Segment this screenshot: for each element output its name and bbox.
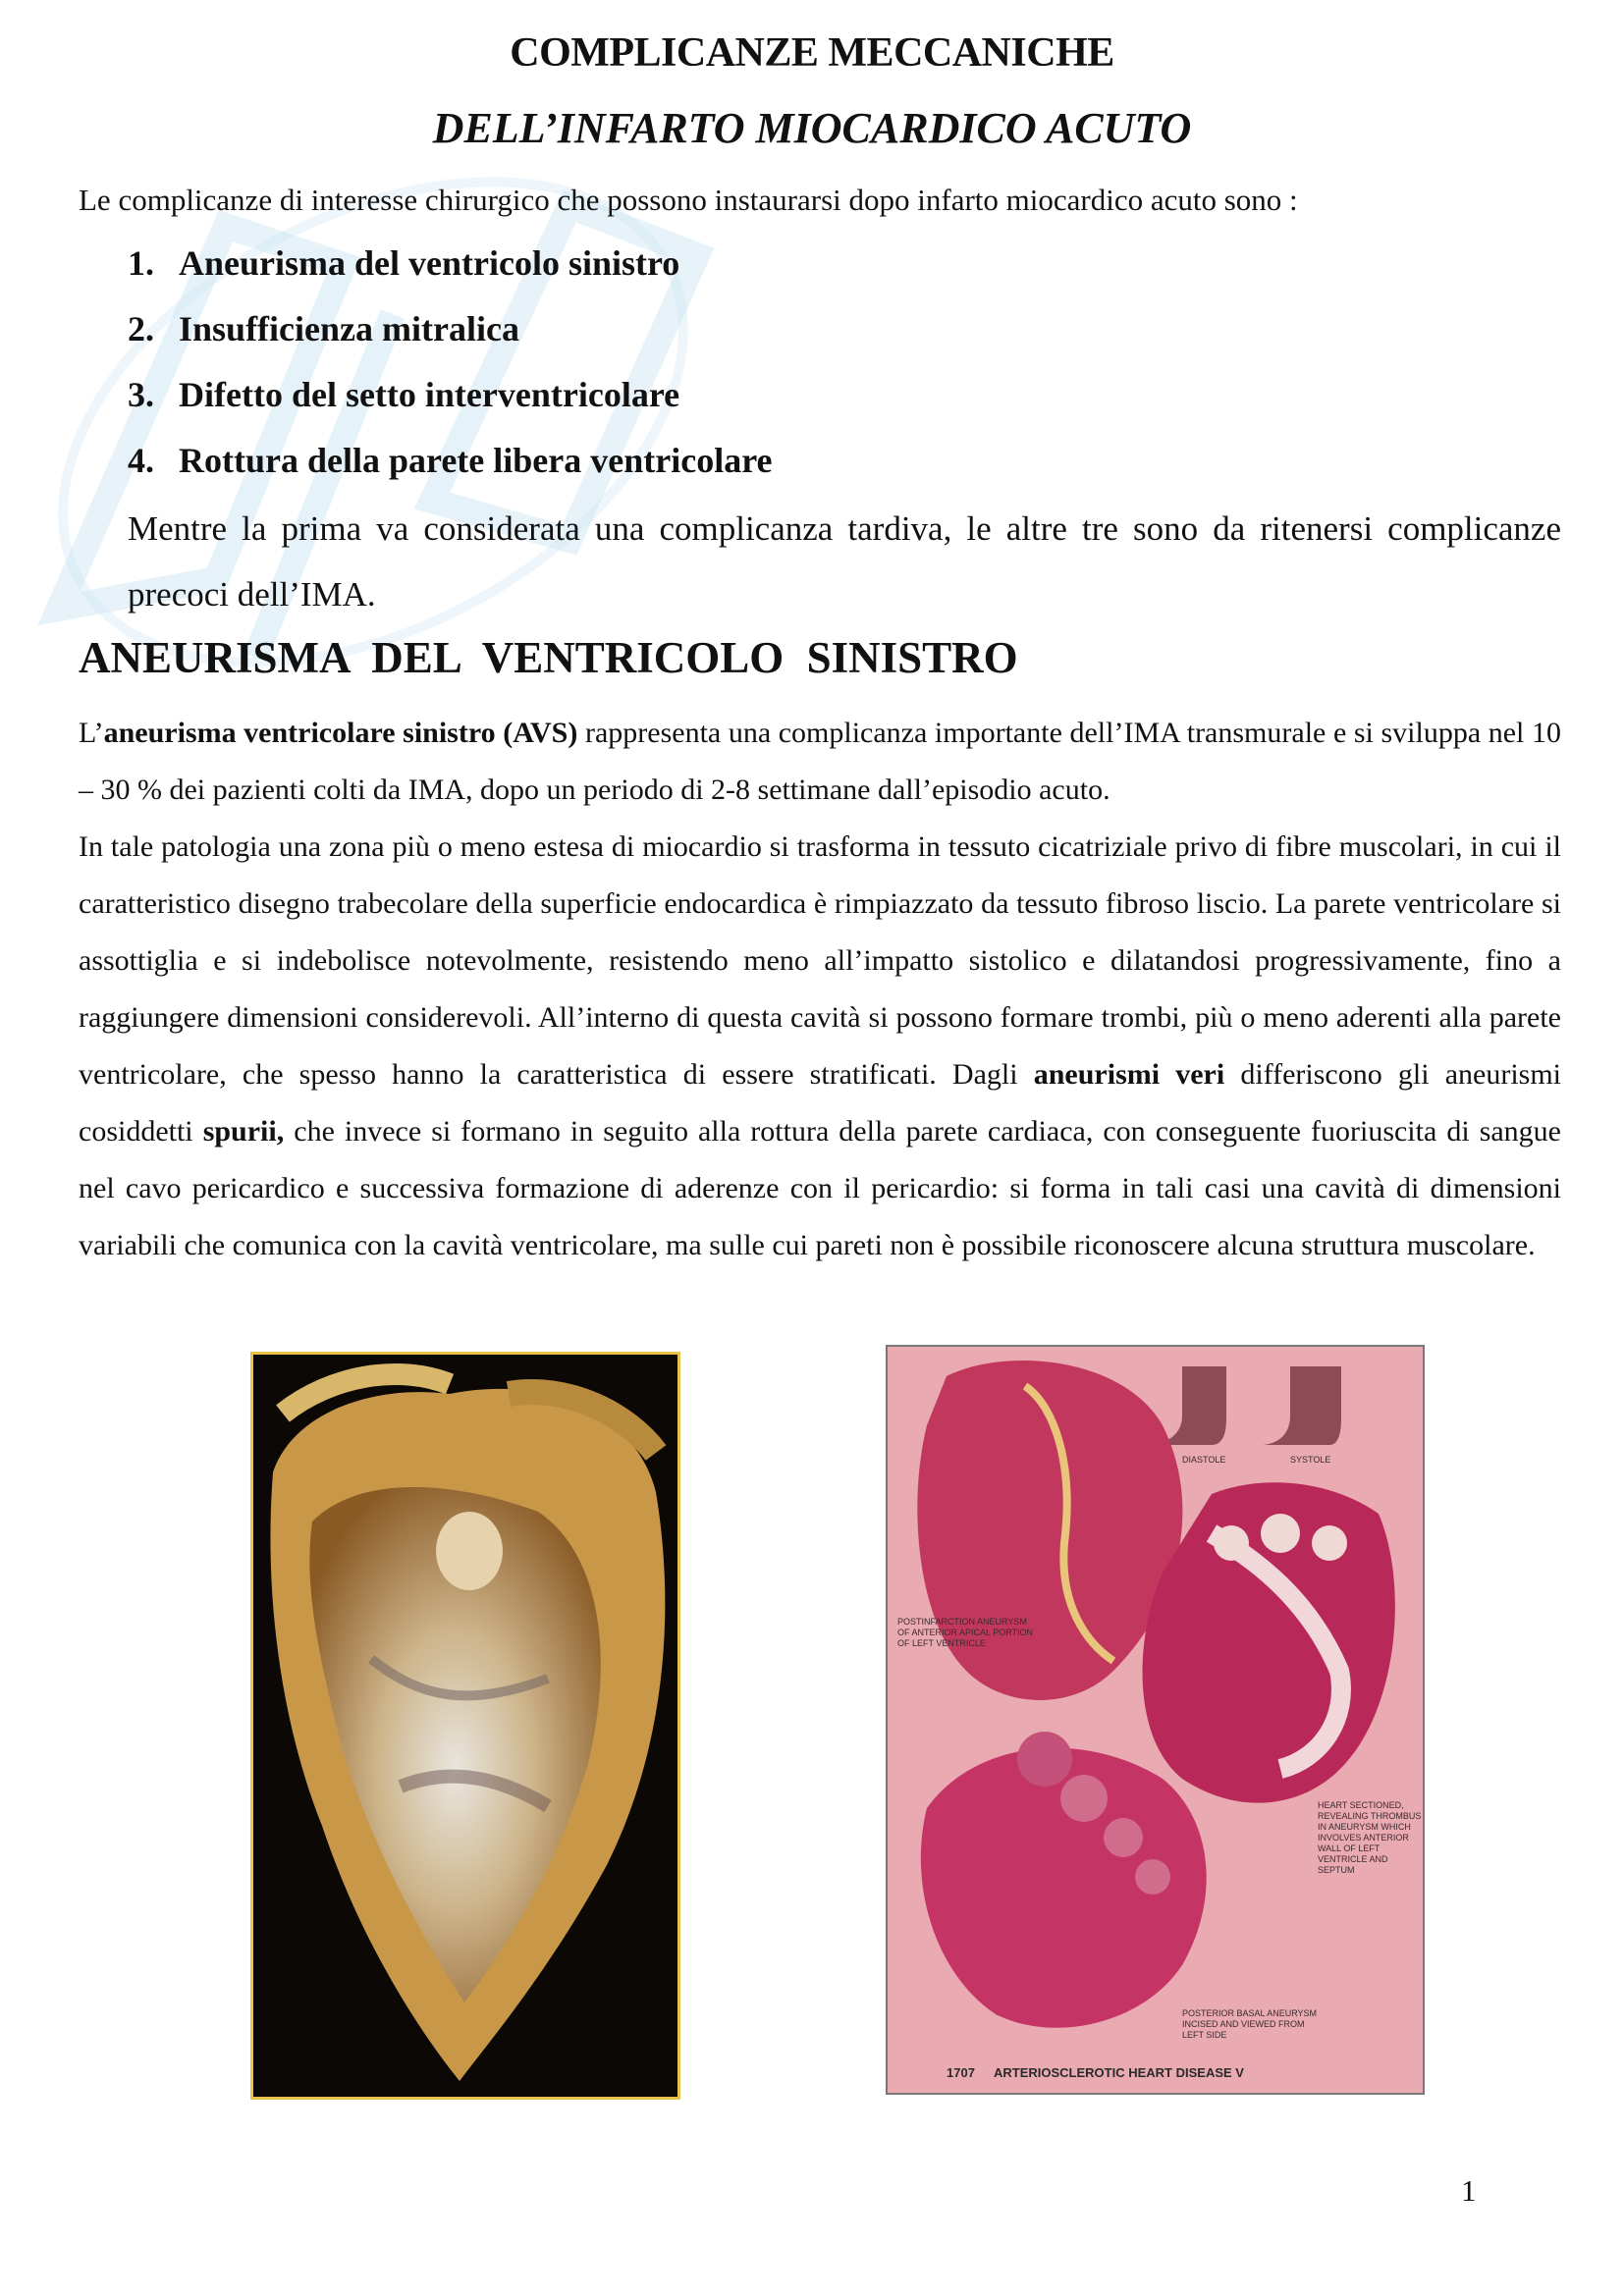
caption-sectioned-5: WALL OF LEFT — [1318, 1843, 1380, 1853]
section-heading: ANEURISMA DEL VENTRICOLO SINISTRO — [79, 633, 1018, 682]
list-item: 1. Aneurisma del ventricolo sinistro — [128, 243, 680, 283]
caption-posterior-3: LEFT SIDE — [1182, 2030, 1227, 2040]
intro-text: Le complicanze di interesse chirurgico che possono instaurarsi dopo infarto miocardico acuto sono : — [79, 183, 1298, 217]
page-subtitle: DELL’INFARTO MIOCARDICO ACUTO — [432, 104, 1192, 152]
plate-number: 1707 — [947, 2065, 975, 2080]
caption-posterior-2: INCISED AND VIEWED FROM — [1182, 2019, 1305, 2029]
complications-list — [128, 236, 773, 499]
aneurysm-illustration-plate — [886, 1345, 1425, 2095]
timing-paragraph: Mentre la prima va considerata una complicanza tardiva, le altre tre sono da ritenersi complicanze precoci dell’IMA. — [128, 509, 1561, 614]
caption-apical-3: OF LEFT VENTRICLE — [897, 1638, 986, 1648]
paragraph-definition: L’aneurisma ventricolare sinistro (AVS) rappresenta una complicanza importante dell’IMA transmurale e si sviluppa nel 10 – 30 % dei pazienti colti da IMA, dopo un periodo di 2-8 settimane dall’episodio acuto. — [79, 717, 1561, 806]
caption-sectioned-2: REVEALING THROMBUS — [1318, 1811, 1422, 1821]
label-systole: SYSTOLE — [1290, 1455, 1331, 1465]
caption-sectioned-4: INVOLVES ANTERIOR — [1318, 1833, 1409, 1842]
caption-apical-1: POSTINFARCTION ANEURYSM — [897, 1617, 1027, 1627]
list-item: 4. Rottura della parete libera ventricolare — [128, 441, 773, 480]
page-number: 1 — [1461, 2173, 1477, 2208]
plate-title: ARTERIOSCLEROTIC HEART DISEASE V — [994, 2065, 1244, 2080]
section-body — [79, 705, 1561, 1274]
caption-sectioned-1: HEART SECTIONED, — [1318, 1800, 1404, 1810]
caption-sectioned-7: SEPTUM — [1318, 1865, 1355, 1875]
list-item: 3. Difetto del setto interventricolare — [128, 375, 680, 414]
caption-apical-2: OF ANTERIOR APICAL PORTION — [897, 1628, 1034, 1637]
caption-posterior-1: POSTERIOR BASAL ANEURYSM — [1182, 2008, 1318, 2018]
caption-sectioned-6: VENTRICLE AND — [1318, 1854, 1388, 1864]
page-title: COMPLICANZE MECCANICHE — [510, 30, 1114, 76]
label-diastole: DIASTOLE — [1182, 1455, 1226, 1465]
heart-specimen-photo — [250, 1352, 680, 2100]
list-item: 2. Insufficienza mitralica — [128, 309, 519, 348]
caption-sectioned-3: IN ANEURYSM WHICH — [1318, 1822, 1411, 1832]
paragraph-pathology: In tale patologia una zona più o meno estesa di miocardio si trasforma in tessuto cicatriziale privo di fibre muscolari, in cui il caratteristico disegno trabecolare della superficie endocardica è rimpiazzato da tessuto fibroso liscio. La parete ventricolare si assottiglia e si indebolisce notevolmente, resistendo meno all’impatto sistolico e dilatandosi progressivamente, fino a raggiungere dimensioni considerevoli. All’interno di questa cavità si possono formare trombi, più o meno aderenti alla parete ventricolare, che spesso hanno la caratteristica di essere stratificati. Dagli aneurismi veri differiscono gli aneurismi cosiddetti spurii, che invece si formano in seguito alla rottura della parete cardiaca, con conseguente fuoriuscita di sangue nel cavo pericardico e successiva formazione di aderenze con il pericardio: si forma in tali casi una cavità di dimensioni variabili che comunica con la cavità ventricolare, ma sulle cui pareti non è possibile riconoscere alcuna struttura muscolare. — [79, 830, 1561, 1261]
